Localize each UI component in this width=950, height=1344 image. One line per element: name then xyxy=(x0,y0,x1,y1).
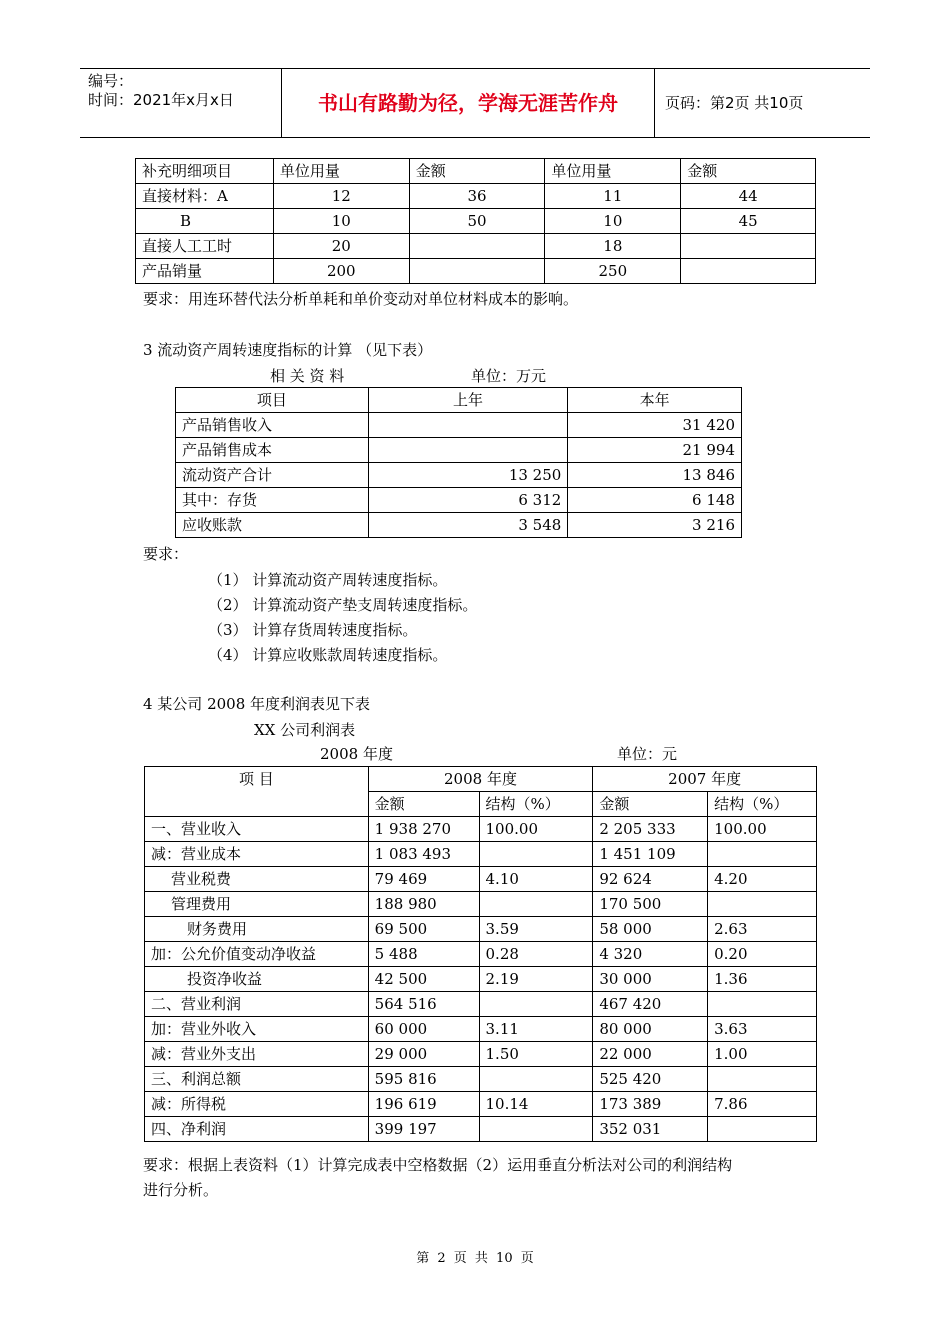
table-cell: 4 320 xyxy=(593,942,708,967)
section-3-req-item: （4） 计算应收账款周转速度指标。 xyxy=(208,646,448,664)
table-row xyxy=(145,992,817,1017)
table-row xyxy=(145,892,817,917)
table-cell: 投资净收益 xyxy=(145,967,369,992)
table-cell: 3 548 xyxy=(368,513,568,538)
table-cell: 1.50 xyxy=(479,1042,593,1067)
table-cell: 173 389 xyxy=(593,1092,708,1117)
table-cell: 6 148 xyxy=(568,488,742,513)
table-cell: 3.63 xyxy=(708,1017,817,1042)
table-cell: 2008 年度 xyxy=(368,767,593,792)
table-cell xyxy=(708,992,817,1017)
table-cell: 一、营业收入 xyxy=(145,817,369,842)
table-cell: 1.36 xyxy=(708,967,817,992)
table-cell: 0.20 xyxy=(708,942,817,967)
table-row xyxy=(136,209,816,234)
section-3-unit: 单位：万元 xyxy=(471,367,547,385)
table-cell: 补充明细项目 xyxy=(136,159,274,184)
table-header-row xyxy=(136,159,816,184)
table-cell: 三、利润总额 xyxy=(145,1067,369,1092)
table-row xyxy=(136,259,816,284)
table-cell: 1 083 493 xyxy=(368,842,479,867)
table-cell xyxy=(708,1067,817,1092)
table-cell: 管理费用 xyxy=(145,892,369,917)
table-cell: 11 xyxy=(545,184,681,209)
material-cost-table xyxy=(135,158,816,284)
section-4-title: 4 某公司 2008 年度利润表见下表 xyxy=(143,695,371,713)
table-cell: 5 488 xyxy=(368,942,479,967)
section-4-requirement-cont: 进行分析。 xyxy=(143,1181,219,1199)
table-cell: 单位用量 xyxy=(273,159,409,184)
table-cell: 69 500 xyxy=(368,917,479,942)
table-cell: 其中：存货 xyxy=(176,488,369,513)
table-cell: B xyxy=(136,209,274,234)
table-cell: 352 031 xyxy=(593,1117,708,1142)
table-cell: 60 000 xyxy=(368,1017,479,1042)
table-cell: 100.00 xyxy=(479,817,593,842)
table-cell: 3.59 xyxy=(479,917,593,942)
table-cell: 结构（%） xyxy=(708,792,817,817)
table-cell: 应收账款 xyxy=(176,513,369,538)
table-cell: 减：营业外支出 xyxy=(145,1042,369,1067)
table-cell xyxy=(479,1067,593,1092)
table-cell: 100.00 xyxy=(708,817,817,842)
table-row xyxy=(145,867,817,892)
table-cell: 2 205 333 xyxy=(593,817,708,842)
table-cell: 31 420 xyxy=(568,413,742,438)
table-cell: 金额 xyxy=(409,159,545,184)
table-row xyxy=(145,842,817,867)
table-cell: 250 xyxy=(545,259,681,284)
table-cell: 3 216 xyxy=(568,513,742,538)
income-statement-table xyxy=(144,766,817,1142)
table-row xyxy=(145,1117,817,1142)
table-row xyxy=(176,413,742,438)
table-cell: 36 xyxy=(409,184,545,209)
table-cell: 减：营业成本 xyxy=(145,842,369,867)
section-3-req-label: 要求： xyxy=(143,545,189,563)
table-cell: 产品销售成本 xyxy=(176,438,369,463)
header-page-number: 页码：第2页 共10页 xyxy=(665,94,804,112)
current-assets-table xyxy=(175,387,742,538)
table-cell: 79 469 xyxy=(368,867,479,892)
page-footer: 第 2 页 共 10 页 xyxy=(416,1251,534,1266)
table-cell xyxy=(479,892,593,917)
table-cell: 22 000 xyxy=(593,1042,708,1067)
table-cell: 3.11 xyxy=(479,1017,593,1042)
table-cell: 0.28 xyxy=(479,942,593,967)
table-cell xyxy=(368,413,568,438)
table-cell: 12 xyxy=(273,184,409,209)
section-3-req-item: （3） 计算存货周转速度指标。 xyxy=(208,621,418,639)
table-cell: 18 xyxy=(545,234,681,259)
number-label: 编号： xyxy=(88,72,134,90)
table-cell: 流动资产合计 xyxy=(176,463,369,488)
table-header-row xyxy=(176,388,742,413)
table-cell: 单位用量 xyxy=(545,159,681,184)
section-3-req-item: （2） 计算流动资产垫支周转速度指标。 xyxy=(208,596,478,614)
table-row xyxy=(136,184,816,209)
table-cell: 直接材料：A xyxy=(136,184,274,209)
requirement-1: 要求：用连环替代法分析单耗和单价变动对单位材料成本的影响。 xyxy=(143,290,579,308)
table-cell: 上年 xyxy=(368,388,568,413)
time-label: 时间：2021年x月x日 xyxy=(88,91,234,109)
table-cell xyxy=(708,1117,817,1142)
table-cell: 4.20 xyxy=(708,867,817,892)
table-cell: 170 500 xyxy=(593,892,708,917)
table-cell: 1.00 xyxy=(708,1042,817,1067)
section-3-caption: 相 关 资 料 xyxy=(270,367,345,385)
table-row xyxy=(145,1017,817,1042)
table-row xyxy=(176,488,742,513)
table-cell: 本年 xyxy=(568,388,742,413)
table-cell: 产品销售收入 xyxy=(176,413,369,438)
table-cell: 200 xyxy=(273,259,409,284)
table-cell: 金额 xyxy=(593,792,708,817)
table-cell xyxy=(708,892,817,917)
table-cell: 直接人工工时 xyxy=(136,234,274,259)
page-header xyxy=(80,68,870,138)
header-meta xyxy=(80,69,282,137)
table-cell: 30 000 xyxy=(593,967,708,992)
table-cell: 29 000 xyxy=(368,1042,479,1067)
table-row xyxy=(145,967,817,992)
table-cell: 营业税费 xyxy=(145,867,369,892)
table-cell: 44 xyxy=(681,184,816,209)
table-row xyxy=(145,917,817,942)
table-cell: 595 816 xyxy=(368,1067,479,1092)
table-cell: 80 000 xyxy=(593,1017,708,1042)
table-cell: 金额 xyxy=(681,159,816,184)
table-cell: 21 994 xyxy=(568,438,742,463)
header-motto: 书山有路勤为径，学海无涯苦作舟 xyxy=(282,69,655,137)
table-cell: 金额 xyxy=(368,792,479,817)
table-cell: 10.14 xyxy=(479,1092,593,1117)
table-row xyxy=(136,234,816,259)
table-cell: 50 xyxy=(409,209,545,234)
table-cell: 项 目 xyxy=(145,767,369,817)
table-cell: 45 xyxy=(681,209,816,234)
table-cell: 加：公允价值变动净收益 xyxy=(145,942,369,967)
table-cell: 10 xyxy=(545,209,681,234)
table-row xyxy=(176,513,742,538)
table-cell xyxy=(681,259,816,284)
table-cell: 二、营业利润 xyxy=(145,992,369,1017)
table-cell: 2007 年度 xyxy=(593,767,817,792)
table-cell: 92 624 xyxy=(593,867,708,892)
table-cell: 58 000 xyxy=(593,917,708,942)
income-statement-unit: 单位：元 xyxy=(617,745,678,763)
section-3-title: 3 流动资产周转速度指标的计算 （见下表） xyxy=(143,341,433,359)
table-cell xyxy=(368,438,568,463)
table-cell: 2.19 xyxy=(479,967,593,992)
table-header-row xyxy=(145,767,817,792)
table-cell: 4.10 xyxy=(479,867,593,892)
table-cell xyxy=(479,842,593,867)
table-cell: 产品销量 xyxy=(136,259,274,284)
table-cell: 2.63 xyxy=(708,917,817,942)
table-row xyxy=(176,438,742,463)
table-cell: 42 500 xyxy=(368,967,479,992)
table-cell xyxy=(708,842,817,867)
income-statement-year: 2008 年度 xyxy=(320,745,393,763)
table-cell xyxy=(409,259,545,284)
section-4-requirement: 要求：根据上表资料（1）计算完成表中空格数据（2）运用垂直分析法对公司的利润结构 xyxy=(143,1156,733,1174)
table-cell: 项目 xyxy=(176,388,369,413)
table-cell: 10 xyxy=(273,209,409,234)
table-row xyxy=(145,817,817,842)
section-3-req-item: （1） 计算流动资产周转速度指标。 xyxy=(208,571,448,589)
table-cell xyxy=(479,992,593,1017)
table-cell: 1 938 270 xyxy=(368,817,479,842)
table-cell: 减：所得税 xyxy=(145,1092,369,1117)
table-cell: 399 197 xyxy=(368,1117,479,1142)
table-cell: 196 619 xyxy=(368,1092,479,1117)
table-row xyxy=(145,1092,817,1117)
table-cell: 564 516 xyxy=(368,992,479,1017)
table-row xyxy=(176,463,742,488)
table-cell: 财务费用 xyxy=(145,917,369,942)
table-cell: 6 312 xyxy=(368,488,568,513)
table-cell: 四、净利润 xyxy=(145,1117,369,1142)
table-cell: 结构（%） xyxy=(479,792,593,817)
table-cell xyxy=(479,1117,593,1142)
table-cell: 188 980 xyxy=(368,892,479,917)
table-row xyxy=(145,1067,817,1092)
table-row xyxy=(145,1042,817,1067)
table-cell xyxy=(681,234,816,259)
table-cell: 1 451 109 xyxy=(593,842,708,867)
table-cell xyxy=(409,234,545,259)
table-cell: 7.86 xyxy=(708,1092,817,1117)
table-cell: 20 xyxy=(273,234,409,259)
table-cell: 467 420 xyxy=(593,992,708,1017)
table-cell: 525 420 xyxy=(593,1067,708,1092)
table-cell: 13 846 xyxy=(568,463,742,488)
table-row xyxy=(145,942,817,967)
table-cell: 加：营业外收入 xyxy=(145,1017,369,1042)
income-statement-title: XX 公司利润表 xyxy=(254,721,356,739)
table-cell: 13 250 xyxy=(368,463,568,488)
